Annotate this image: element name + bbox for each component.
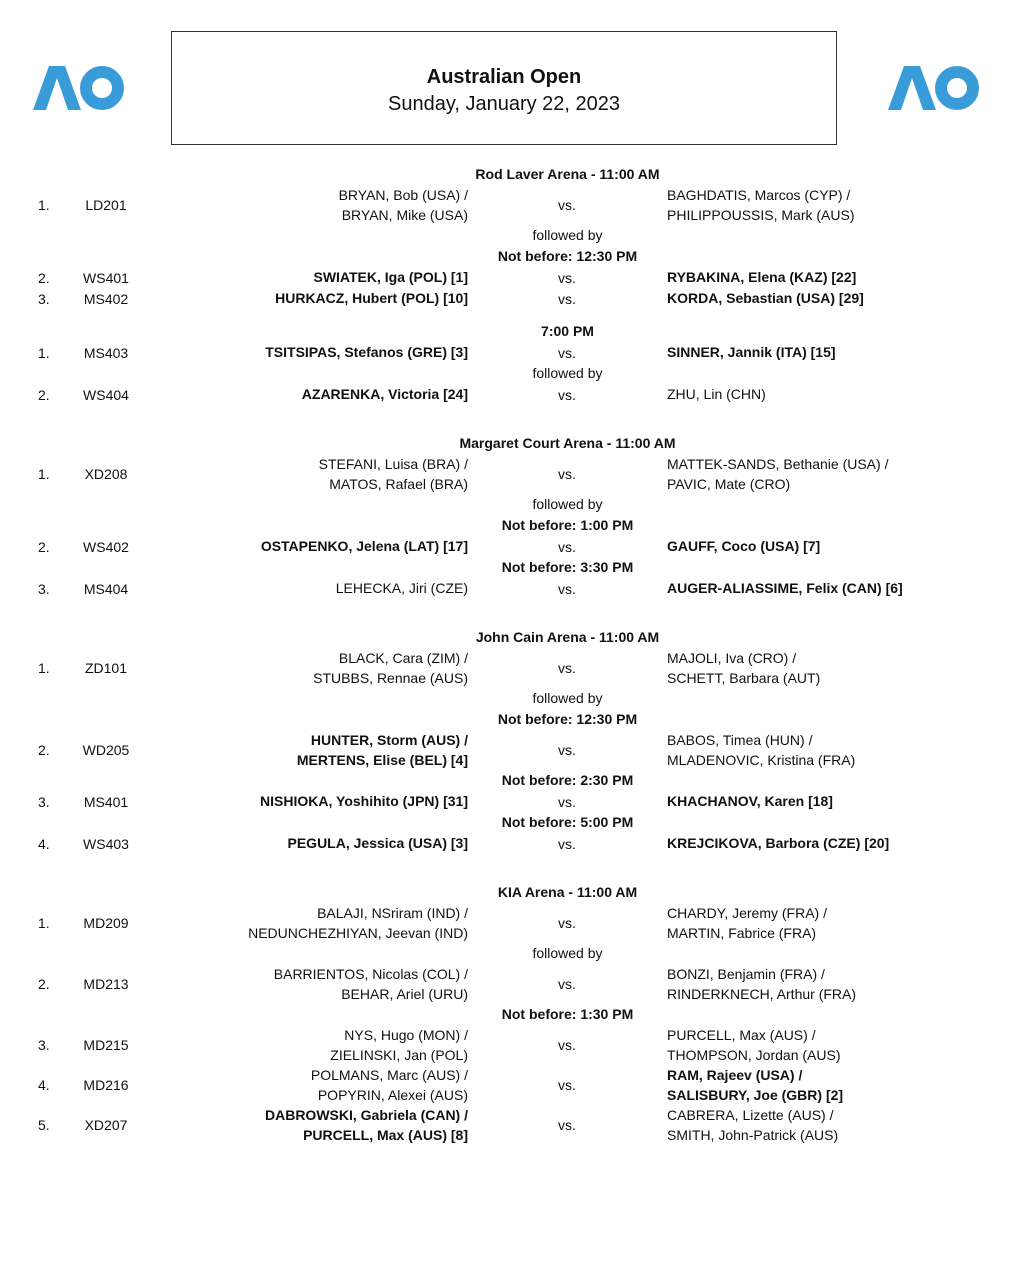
player-team-2 — [667, 791, 967, 812]
player-team-1 — [200, 267, 468, 288]
match-code: MD216 — [83, 1077, 129, 1093]
match-code: WS402 — [83, 538, 129, 555]
player-name: MLADENOVIC, Kristina (FRA) — [667, 752, 856, 768]
player-team-2 — [667, 185, 967, 225]
player-name: RAM, Rajeev (USA) / — [667, 1067, 803, 1083]
match-row — [0, 964, 1025, 1004]
player-team-1 — [200, 288, 468, 309]
player-team-1 — [200, 536, 468, 557]
player-name: MATTEK-SANDS, Bethanie (USA) / — [667, 456, 889, 472]
match-number: 1. — [38, 915, 50, 931]
player-team-1 — [200, 578, 468, 599]
session-heading: John Cain Arena - 11:00 AM — [475, 629, 660, 645]
player-team-1 — [200, 1065, 468, 1105]
player-team-2 — [667, 342, 967, 363]
match-number: 4. — [38, 1077, 50, 1093]
vs-label: vs. — [558, 793, 576, 810]
player-name: STEFANI, Luisa (BRA) / — [318, 456, 468, 472]
player-name: AUGER-ALIASSIME, Felix (CAN) [6] — [667, 580, 903, 596]
match-row — [0, 1025, 1025, 1065]
player-name: LEHECKA, Jiri (CZE) — [335, 580, 468, 596]
ao-logo-right — [888, 64, 980, 112]
player-team-2 — [667, 288, 967, 309]
match-code: XD207 — [84, 1117, 128, 1133]
player-team-2 — [667, 1025, 967, 1065]
player-name: DABROWSKI, Gabriela (CAN) / — [264, 1107, 468, 1123]
schedule-note: Not before: 5:00 PM — [501, 814, 634, 830]
schedule-note: followed by — [532, 945, 603, 961]
session-heading: Rod Laver Arena - 11:00 AM — [475, 166, 660, 182]
player-name: THOMPSON, Jordan (AUS) — [667, 1047, 841, 1063]
player-name: BARRIENTOS, Nicolas (COL) / — [273, 966, 468, 982]
player-name: MERTENS, Elise (BEL) [4] — [296, 752, 468, 768]
vs-label: vs. — [558, 580, 576, 597]
player-name: ZIELINSKI, Jan (POL) — [330, 1047, 468, 1063]
vs-label: vs. — [558, 197, 576, 213]
player-name: SINNER, Jannik (ITA) [15] — [667, 344, 836, 360]
player-name: MARTIN, Fabrice (FRA) — [667, 925, 817, 941]
player-name: SMITH, John-Patrick (AUS) — [667, 1127, 839, 1143]
player-name: POLMANS, Marc (AUS) / — [310, 1067, 468, 1083]
court-session — [0, 627, 1025, 854]
player-name: BAGHDATIS, Marcos (CYP) / — [667, 187, 851, 203]
player-team-2 — [667, 964, 967, 1004]
player-team-2 — [667, 648, 967, 688]
vs-label: vs. — [558, 1037, 576, 1053]
player-team-1 — [200, 791, 468, 812]
player-name: MAJOLI, Iva (CRO) / — [667, 650, 797, 666]
player-name: BRYAN, Mike (USA) — [341, 207, 468, 223]
schedule-note: followed by — [532, 690, 603, 706]
player-name: PHILIPPOUSSIS, Mark (AUS) — [667, 207, 855, 223]
match-code: MS403 — [83, 344, 129, 361]
vs-label: vs. — [558, 742, 576, 758]
match-number: 2. — [38, 269, 50, 286]
match-number: 4. — [38, 835, 50, 852]
schedule-note: followed by — [532, 496, 603, 512]
match-number: 5. — [38, 1117, 50, 1133]
player-name: HURKACZ, Hubert (POL) [10] — [275, 290, 468, 306]
player-name: GAUFF, Coco (USA) [7] — [667, 538, 821, 554]
match-row — [0, 342, 1025, 363]
player-team-1 — [200, 342, 468, 363]
court-session — [0, 882, 1025, 1145]
match-code: WS404 — [83, 386, 129, 403]
vs-label: vs. — [558, 835, 576, 852]
match-number: 1. — [38, 660, 50, 676]
player-name: SCHETT, Barbara (AUT) — [667, 670, 821, 686]
match-code: WS403 — [83, 835, 129, 852]
schedule-note: Not before: 3:30 PM — [501, 559, 634, 575]
match-row — [0, 903, 1025, 943]
session-heading: KIA Arena - 11:00 AM — [497, 884, 638, 900]
match-number: 3. — [38, 290, 50, 307]
match-code: MS402 — [83, 290, 129, 307]
vs-label: vs. — [558, 344, 576, 361]
player-team-2 — [667, 536, 967, 557]
match-code: MD209 — [83, 915, 129, 931]
player-team-2 — [667, 384, 967, 405]
player-name: MATOS, Rafael (BRA) — [329, 476, 468, 492]
player-name: POPYRIN, Alexei (AUS) — [317, 1087, 468, 1103]
court-session — [0, 321, 1025, 405]
court-session — [0, 164, 1025, 309]
match-number: 2. — [38, 976, 50, 992]
schedule-note: followed by — [532, 365, 603, 381]
match-code: XD208 — [84, 466, 128, 482]
player-team-1 — [200, 185, 468, 225]
match-row — [0, 288, 1025, 309]
match-row — [0, 185, 1025, 225]
match-row — [0, 833, 1025, 854]
schedule-note: Not before: 1:30 PM — [501, 1006, 634, 1022]
match-row — [0, 648, 1025, 688]
match-row — [0, 1105, 1025, 1145]
event-title: Australian Open — [426, 66, 582, 88]
match-row — [0, 578, 1025, 599]
player-name: BABOS, Timea (HUN) / — [667, 732, 813, 748]
player-name: BRYAN, Bob (USA) / — [338, 187, 468, 203]
player-name: CABRERA, Lizette (AUS) / — [667, 1107, 834, 1123]
ao-logo-left — [33, 64, 125, 112]
player-team-2 — [667, 730, 967, 770]
player-name: NISHIOKA, Yoshihito (JPN) [31] — [260, 793, 468, 809]
match-code: ZD101 — [84, 660, 128, 676]
match-row — [0, 454, 1025, 494]
vs-label: vs. — [558, 915, 576, 931]
player-name: PEGULA, Jessica (USA) [3] — [287, 835, 468, 851]
court-session — [0, 433, 1025, 599]
match-number: 1. — [38, 344, 50, 361]
match-number: 2. — [38, 386, 50, 403]
player-name: BALAJI, NSriram (IND) / — [317, 905, 468, 921]
player-name: RINDERKNECH, Arthur (FRA) — [667, 986, 857, 1002]
player-name: PURCELL, Max (AUS) [8] — [303, 1127, 468, 1143]
match-number: 1. — [38, 466, 50, 482]
match-row — [0, 791, 1025, 812]
player-name: SWIATEK, Iga (POL) [1] — [313, 269, 468, 285]
vs-label: vs. — [558, 386, 576, 403]
player-team-2 — [667, 1105, 967, 1145]
match-code: WD205 — [82, 742, 130, 758]
match-row — [0, 384, 1025, 405]
title-box — [171, 31, 837, 145]
schedule-note: Not before: 1:00 PM — [501, 517, 634, 533]
player-team-1 — [200, 454, 468, 494]
vs-label: vs. — [558, 269, 576, 286]
player-team-1 — [200, 903, 468, 943]
schedule-note: Not before: 12:30 PM — [497, 248, 638, 264]
player-name: HUNTER, Storm (AUS) / — [310, 732, 468, 748]
schedule-note: followed by — [532, 227, 603, 243]
session-heading: Margaret Court Arena - 11:00 AM — [459, 435, 676, 451]
match-row — [0, 1065, 1025, 1105]
player-team-1 — [200, 833, 468, 854]
player-name: STUBBS, Rennae (AUS) — [313, 670, 468, 686]
player-team-2 — [667, 454, 967, 494]
vs-label: vs. — [558, 976, 576, 992]
match-row — [0, 267, 1025, 288]
event-date: Sunday, January 22, 2023 — [387, 93, 621, 115]
match-code: MD215 — [83, 1037, 129, 1053]
vs-label: vs. — [558, 466, 576, 482]
match-number: 3. — [38, 1037, 50, 1053]
player-name: NYS, Hugo (MON) / — [344, 1027, 468, 1043]
match-number: 2. — [38, 538, 50, 555]
player-name: RYBAKINA, Elena (KAZ) [22] — [667, 269, 857, 285]
player-team-1 — [200, 384, 468, 405]
player-team-2 — [667, 578, 967, 599]
player-team-1 — [200, 1105, 468, 1145]
match-row — [0, 730, 1025, 770]
player-name: BLACK, Cara (ZIM) / — [338, 650, 468, 666]
order-of-play — [0, 164, 1025, 1173]
player-team-1 — [200, 964, 468, 1004]
match-code: MD213 — [83, 976, 129, 992]
player-name: KREJCIKOVA, Barbora (CZE) [20] — [667, 835, 890, 851]
vs-label: vs. — [558, 290, 576, 307]
vs-label: vs. — [558, 538, 576, 555]
match-number: 3. — [38, 580, 50, 597]
player-name: CHARDY, Jeremy (FRA) / — [667, 905, 827, 921]
match-code: WS401 — [83, 269, 129, 286]
player-team-2 — [667, 267, 967, 288]
player-name: PAVIC, Mate (CRO) — [667, 476, 791, 492]
player-name: TSITSIPAS, Stefanos (GRE) [3] — [265, 344, 468, 360]
player-name: AZARENKA, Victoria [24] — [301, 386, 468, 402]
session-heading: 7:00 PM — [541, 323, 594, 339]
vs-label: vs. — [558, 1077, 576, 1093]
match-code: MS404 — [83, 580, 129, 597]
player-team-2 — [667, 1065, 967, 1105]
player-name: BONZI, Benjamin (FRA) / — [667, 966, 825, 982]
player-name: ZHU, Lin (CHN) — [667, 386, 766, 402]
player-team-2 — [667, 903, 967, 943]
schedule-note: Not before: 12:30 PM — [497, 711, 638, 727]
vs-label: vs. — [558, 1117, 576, 1133]
match-number: 2. — [38, 742, 50, 758]
schedule-note: Not before: 2:30 PM — [501, 772, 634, 788]
player-name: OSTAPENKO, Jelena (LAT) [17] — [260, 538, 468, 554]
match-row — [0, 536, 1025, 557]
player-team-1 — [200, 648, 468, 688]
match-number: 3. — [38, 793, 50, 810]
player-team-1 — [200, 730, 468, 770]
player-name: SALISBURY, Joe (GBR) [2] — [667, 1087, 844, 1103]
player-team-2 — [667, 833, 967, 854]
match-code: MS401 — [83, 793, 129, 810]
player-name: KORDA, Sebastian (USA) [29] — [667, 290, 864, 306]
player-name: KHACHANOV, Karen [18] — [667, 793, 833, 809]
player-team-1 — [200, 1025, 468, 1065]
match-number: 1. — [38, 197, 50, 213]
player-name: BEHAR, Ariel (URU) — [341, 986, 468, 1002]
vs-label: vs. — [558, 660, 576, 676]
player-name: NEDUNCHEZHIYAN, Jeevan (IND) — [248, 925, 468, 941]
player-name: PURCELL, Max (AUS) / — [667, 1027, 816, 1043]
match-code: LD201 — [85, 197, 127, 213]
